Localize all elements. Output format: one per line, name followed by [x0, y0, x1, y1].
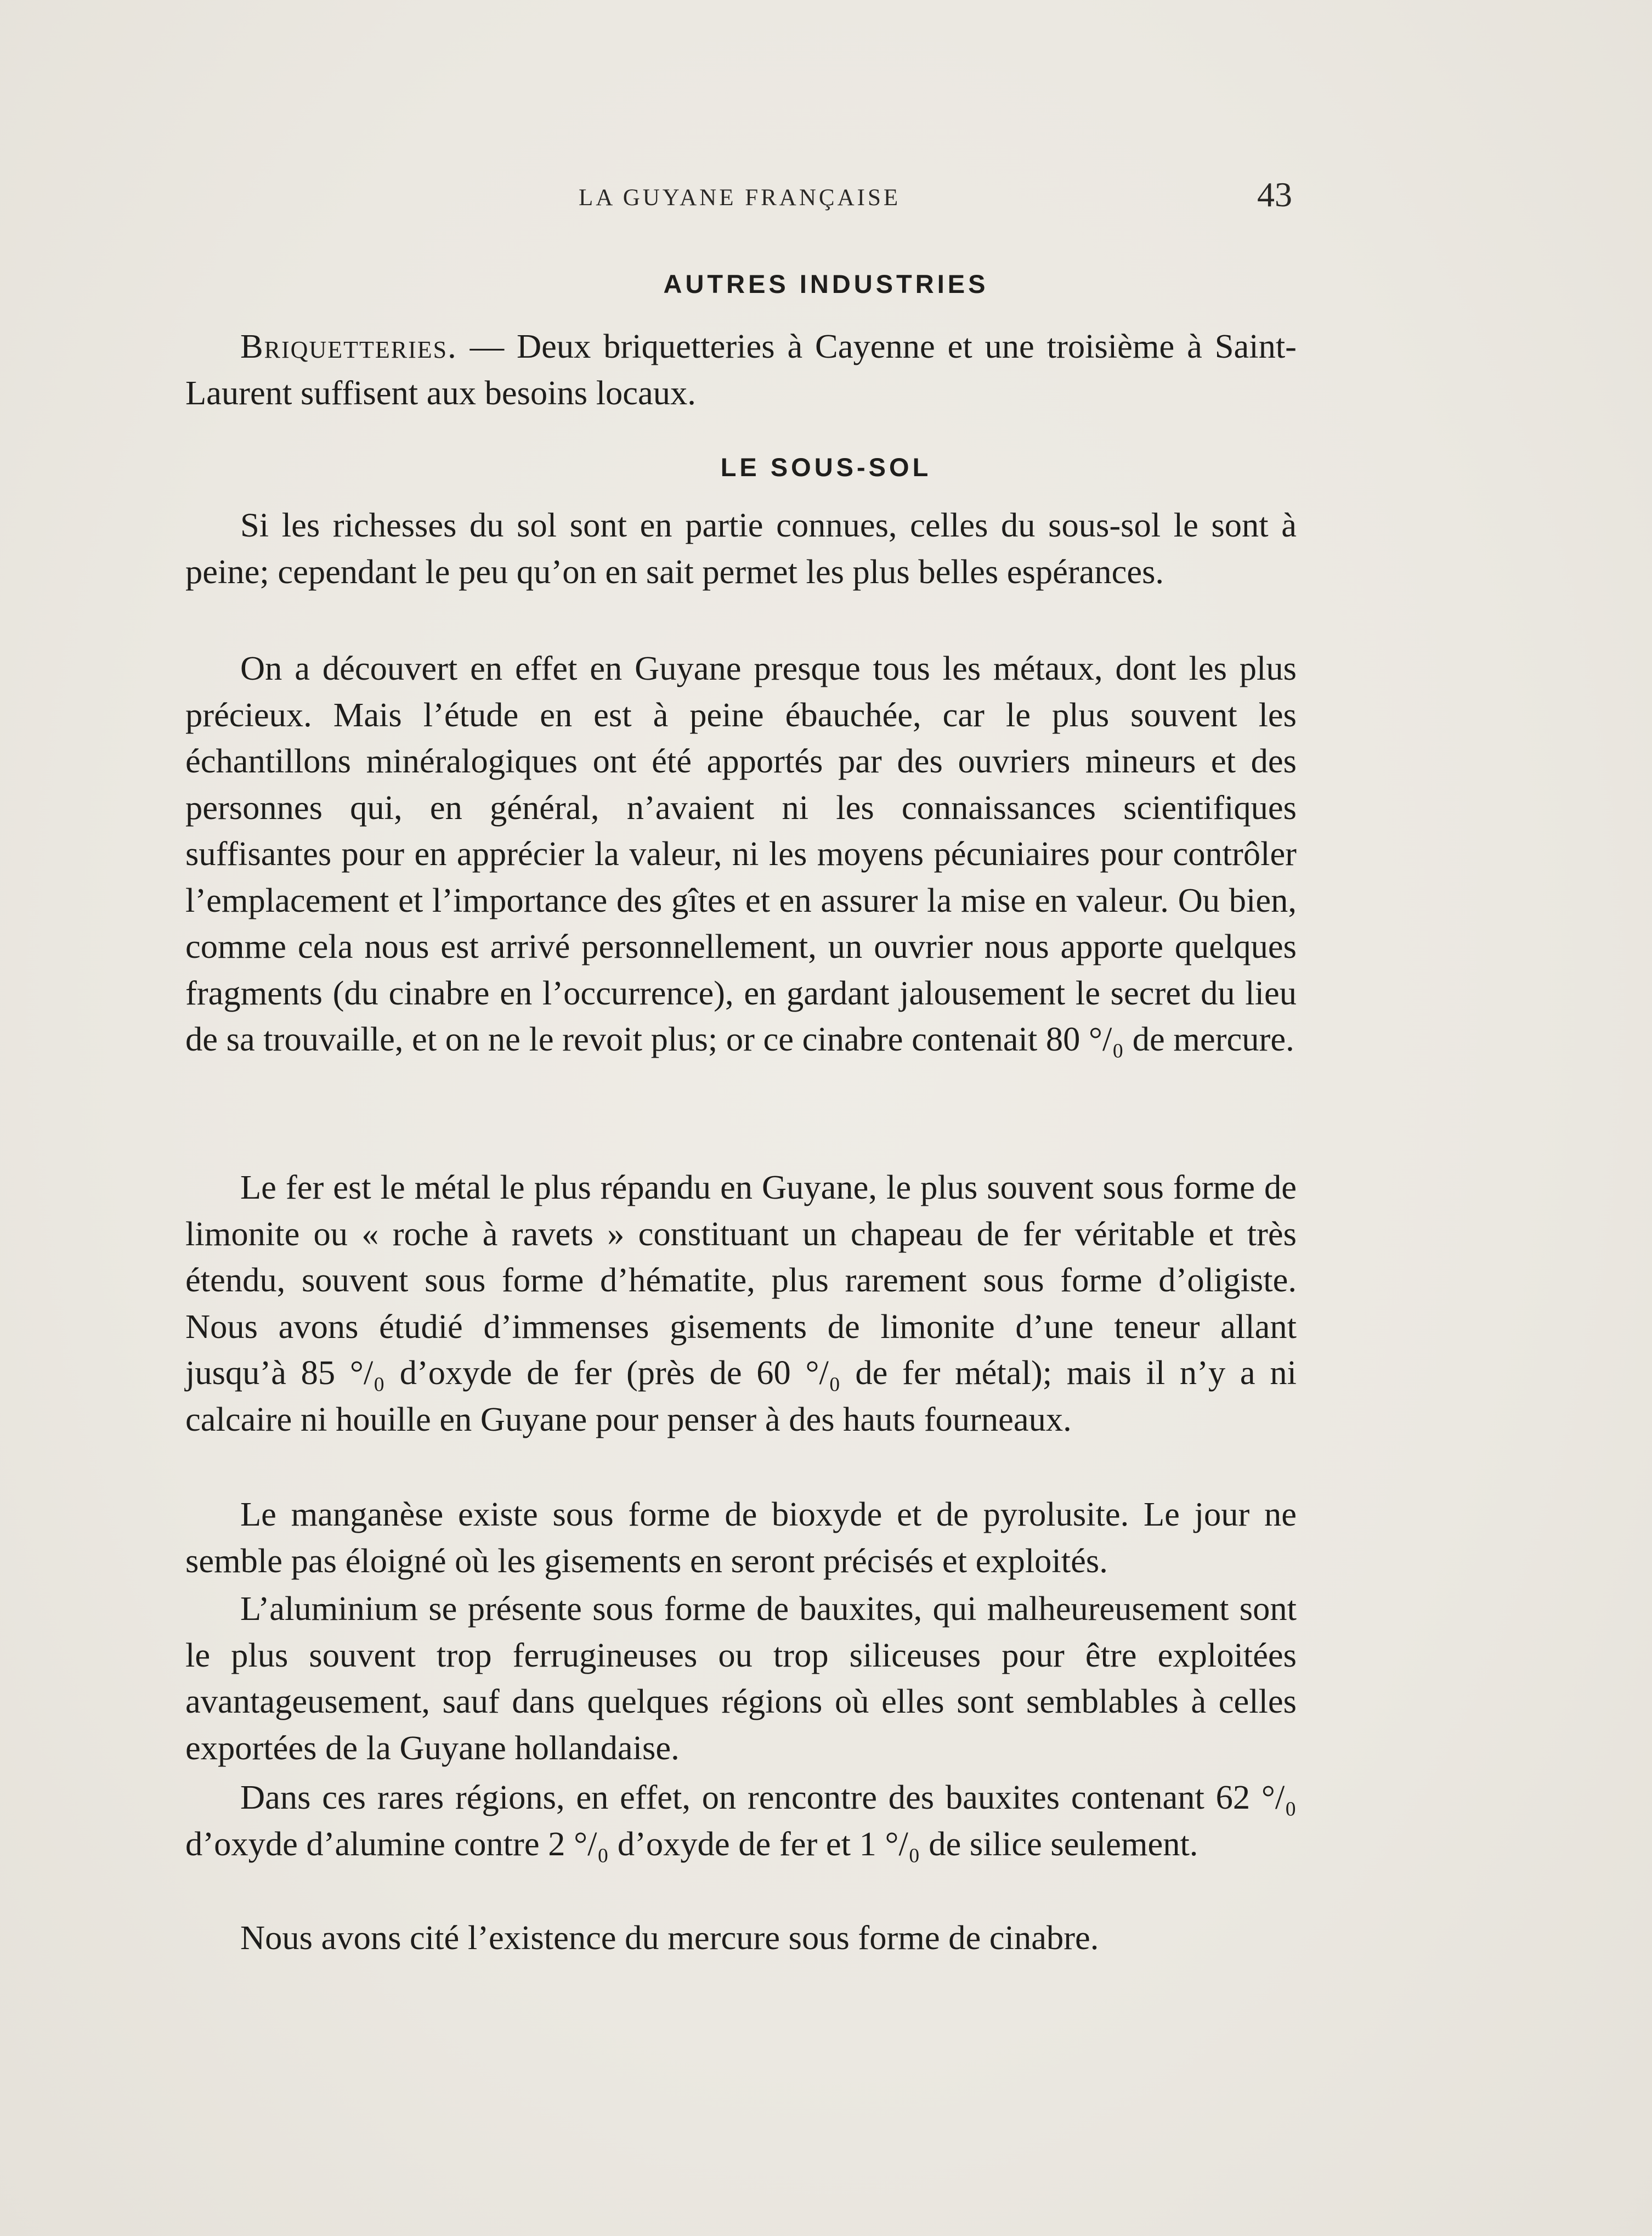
briquetteries-label: Briquetteries.: [240, 327, 457, 365]
paragraph-briquetteries: [185, 323, 1297, 416]
paragraph: L’aluminium se présente sous forme de bauxites, qui malheureusement sont le plus souvent trop ferrugineuses ou trop siliceuses pour être exploitées avantageusement, sauf dans quelques régions où elles sont semblables à celles exportées de la Guyane hollandaise.: [185, 1589, 1297, 1767]
paragraph: Nous avons cité l’existence du mercure sous forme de cinabre.: [240, 1918, 1099, 1957]
paragraph: Le fer est le métal le plus répandu en Guyane, le plus souvent sous forme de limonite ou « roche à ravets » constituant un chapeau de fer véritable et très étendu, souvent sous forme d’hématite, plus rarement sous forme d’oligiste. Nous avons étudié d’immenses gisements de limonite d’une teneur allant jusqu’à 85 °/₀ d’oxyde de fer (près de 60 °/₀ de fer métal); mais il n’y a ni calcaire ni houille en Guyane pour penser à des hauts fourneaux.: [185, 1168, 1297, 1438]
paragraph: Si les richesses du sol sont en partie connues, celles du sous-sol le sont à peine; cependant le peu qu’on en sait permet les plus belles espérances.: [185, 506, 1297, 591]
section-heading-sous-sol: LE SOUS-SOL: [720, 453, 932, 482]
section-heading-autres-industries: AUTRES INDUSTRIES: [663, 269, 989, 298]
page-number: 43: [1257, 175, 1292, 214]
running-title: LA GUYANE FRANÇAISE: [579, 185, 901, 211]
briquetteries-text: — Deux briquetteries à Cayenne et une troisième à Saint-Laurent suffisent aux besoins locaux.: [185, 327, 1297, 412]
paragraph: Dans ces rares régions, en effet, on rencontre des bauxites contenant 62 °/₀ d’oxyde d’alumine contre 2 °/₀ d’oxyde de fer et 1 °/₀ de silice seulement.: [185, 1778, 1297, 1863]
paragraph: Le manganèse existe sous forme de bioxyde et de pyrolusite. Le jour ne semble pas éloigné où les gisements en seront précisés et exploités.: [185, 1495, 1297, 1580]
paragraph: On a découvert en effet en Guyane presque tous les métaux, dont les plus précieux. Mais l’étude en est à peine ébauchée, car le plus souvent les échantillons minéralogiques ont été apportés par des ouvriers mineurs et des personnes qui, en général, n’avaient ni les connaissances scientifiques suffisantes pour en apprécier la valeur, ni les moyens pécuniaires pour contrôler l’emplacement et l’importance des gîtes et en assurer la mise en valeur. Ou bien, comme cela nous est arrivé personnellement, un ouvrier nous apporte quelques fragments (du cinabre en l’occurrence), en gardant jalousement le secret du lieu de sa trouvaille, et on ne le revoit plus; or ce cinabre contenait 80 °/₀ de mercure.: [185, 649, 1297, 1058]
